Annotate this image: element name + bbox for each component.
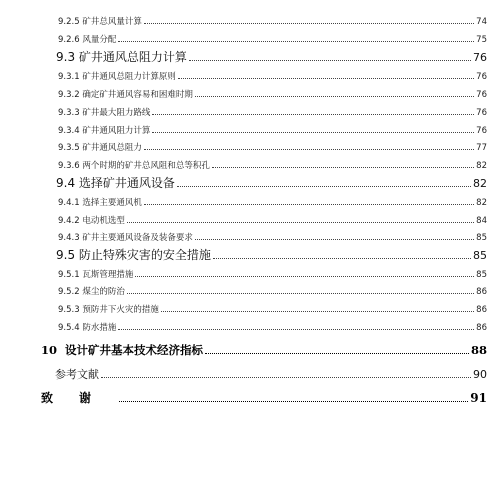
dot-leader (152, 114, 474, 115)
toc-page-number: 74 (476, 16, 487, 27)
toc-page-number: 76 (476, 107, 487, 118)
toc-entry-label: 致谢 (41, 391, 118, 405)
toc-page-number: 82 (473, 177, 487, 190)
toc-entry-9-3-5[interactable] (58, 138, 487, 152)
toc-entry-9-5[interactable] (56, 245, 487, 261)
dot-leader (195, 239, 474, 240)
dot-leader (118, 329, 474, 330)
toc-entry-label: 9.3.5 矿井通风总阻力 (58, 142, 142, 153)
toc-entry-9-5-1[interactable] (58, 265, 487, 279)
toc-entry-label: 10 设计矿井基本技术经济指标 (41, 342, 204, 357)
toc-entry-label: 9.5 防止特殊灾害的安全措施 (56, 248, 211, 262)
dot-leader (177, 186, 471, 187)
toc-page-number: 75 (476, 34, 487, 45)
dot-leader (144, 204, 474, 205)
toc-page-number: 76 (476, 89, 487, 100)
dot-leader (161, 311, 474, 312)
dot-leader (189, 60, 471, 61)
toc-page-number: 85 (476, 269, 487, 280)
toc-entry-label: 9.4.3 矿井主要通风设备及装备要求 (58, 232, 193, 243)
toc-page-number: 82 (476, 160, 487, 171)
toc-entry-chapter-10[interactable] (41, 340, 487, 356)
toc-page-number: 86 (476, 322, 487, 333)
dot-leader (101, 377, 471, 378)
dot-leader (127, 293, 474, 294)
toc-page-number: 76 (473, 51, 487, 64)
dot-leader (205, 353, 469, 354)
toc-entry-9-4-1[interactable] (58, 193, 487, 207)
dot-leader (127, 222, 474, 223)
toc-page-number: 76 (476, 71, 487, 82)
toc-entry-9-3[interactable] (56, 47, 487, 63)
toc-entry-label: 9.4.1 选择主要通风机 (58, 197, 142, 208)
toc-entry-label: 9.5.3 预防井下火灾的措施 (58, 304, 159, 315)
toc-entry-9-2-6[interactable] (58, 30, 487, 44)
toc-entry-label: 9.3.1 矿井通风总阻力计算原则 (58, 71, 176, 82)
toc-entry-9-5-3[interactable] (58, 300, 487, 314)
toc-entry-9-3-2[interactable] (58, 85, 487, 99)
toc-entry-label: 9.3 矿井通风总阻力计算 (56, 50, 187, 64)
toc-entry-label: 9.5.4 防水措施 (58, 322, 117, 333)
dot-leader (144, 23, 474, 24)
toc-entry-9-3-4[interactable] (58, 121, 487, 135)
toc-entry-label: 9.3.4 矿井通风阻力计算 (58, 125, 151, 136)
toc-entry-9-4-3[interactable] (58, 228, 487, 242)
toc-page-number: 90 (473, 368, 487, 381)
toc-entry-label: 参考文献 (55, 368, 99, 381)
dot-leader (152, 132, 474, 133)
toc-entry-references[interactable] (55, 364, 487, 380)
dot-leader (144, 149, 474, 150)
toc-entry-label: 9.3.2 确定矿井通风容易和困难时期 (58, 89, 193, 100)
toc-entry-label: 9.4 选择矿井通风设备 (56, 176, 175, 190)
toc-page-number: 82 (476, 197, 487, 208)
dot-leader (178, 78, 474, 79)
dot-leader (135, 276, 474, 277)
toc-entry-label: 9.3.3 矿井最大阻力路线 (58, 107, 151, 118)
toc-entry-9-4[interactable] (56, 173, 487, 189)
dot-leader (212, 167, 474, 168)
toc-entry-9-5-2[interactable] (58, 282, 487, 296)
toc-page-number: 86 (476, 304, 487, 315)
toc-page-number: 85 (476, 232, 487, 243)
toc-entry-label: 9.4.2 电动机选型 (58, 215, 125, 226)
toc-entry-9-5-4[interactable] (58, 318, 487, 332)
toc-entry-acknowledgements[interactable] (41, 388, 487, 404)
dot-leader (195, 96, 474, 97)
toc-page-number: 91 (470, 391, 487, 405)
dot-leader (213, 258, 471, 259)
toc-entry-label: 9.2.5 矿井总风量计算 (58, 16, 142, 27)
dot-leader (118, 41, 474, 42)
toc-entry-label: 9.5.2 煤尘的防治 (58, 286, 125, 297)
toc-page-number: 88 (470, 342, 487, 357)
toc-page-number: 86 (476, 286, 487, 297)
toc-page-number: 76 (476, 125, 487, 136)
toc-entry-9-3-3[interactable] (58, 103, 487, 117)
dot-leader (119, 401, 468, 402)
toc-entry-9-3-1[interactable] (58, 67, 487, 81)
toc-entry-label: 9.5.1 瓦斯管理措施 (58, 269, 134, 280)
toc-entry-9-3-6[interactable] (58, 156, 487, 170)
toc-entry-label: 9.3.6 两个时期的矿井总风阻和总等积孔 (58, 160, 210, 171)
toc-entry-label: 9.2.6 风量分配 (58, 34, 117, 45)
toc-entry-9-4-2[interactable] (58, 211, 487, 225)
toc-page-number: 84 (476, 215, 487, 226)
toc-page-number: 77 (476, 142, 487, 153)
toc-page-number: 85 (473, 249, 487, 262)
toc-entry-9-2-5[interactable] (58, 12, 487, 26)
